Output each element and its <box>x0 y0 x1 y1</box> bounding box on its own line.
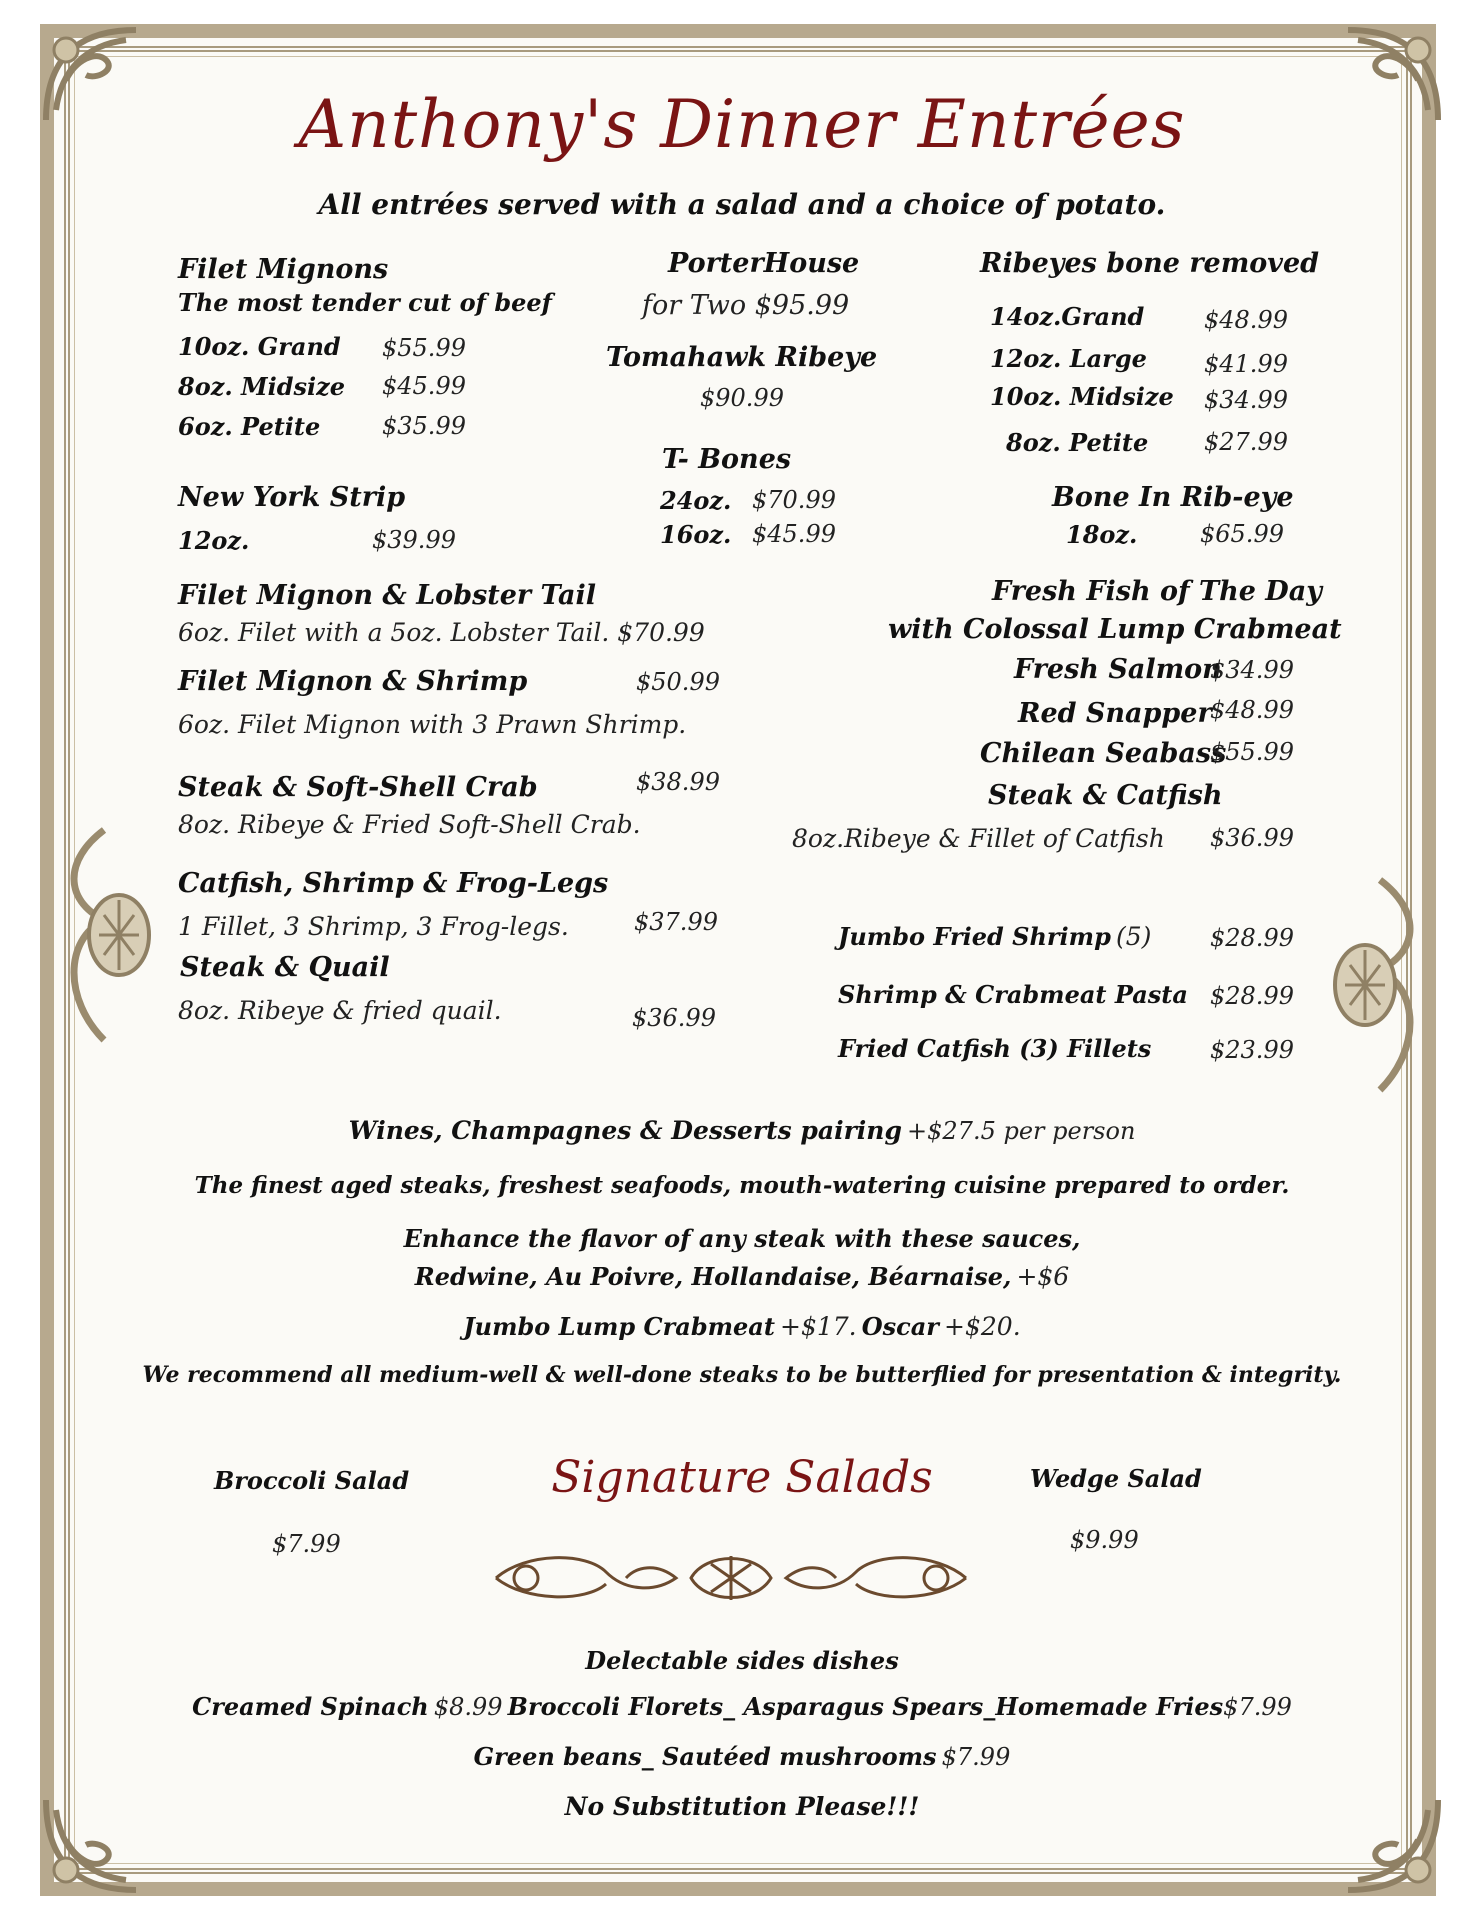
sides-line-1 <box>0 1692 1484 1721</box>
fish-heading: Fresh Fish of The Day <box>992 576 1322 607</box>
menu-item-price: $41.99 <box>1204 350 1288 378</box>
menu-item-price: $55.99 <box>1210 738 1294 766</box>
pairing-price: +$27.5 per person <box>907 1117 1136 1145</box>
tomahawk-heading: Tomahawk Ribeye <box>606 342 878 373</box>
menu-item-name: 8oz. Midsize <box>178 372 346 401</box>
sauces-note <box>0 1262 1484 1291</box>
menu-item-name: Fresh Salmon <box>1014 654 1222 685</box>
filet-mignons-subheading: The most tender cut of beef <box>178 288 552 317</box>
menu-item-name: Red Snapper <box>1018 698 1212 729</box>
combo-price: $38.99 <box>636 768 720 796</box>
filet-mignons-heading: Filet Mignons <box>178 254 389 285</box>
side-price: $8.99 <box>433 1693 503 1721</box>
sauces-list: Redwine, Au Poivre, Hollandaise, Béarnaise, <box>414 1262 1012 1291</box>
signature-salads-title: Signature Salads <box>551 1452 933 1503</box>
t-bones-heading: T- Bones <box>662 444 792 475</box>
no-substitution-note: No Substitution Please!!! <box>564 1792 920 1821</box>
menu-item-name: 10oz. Midsize <box>990 382 1174 411</box>
menu-item-price: $45.99 <box>382 372 466 400</box>
combo-price: $37.99 <box>634 908 718 936</box>
combo-description: 6oz. Filet Mignon with 3 Prawn Shrimp. <box>178 710 687 739</box>
menu-item-name: 12oz. <box>178 526 250 555</box>
page-subtitle: All entrées served with a salad and a choice of potato. <box>318 188 1166 221</box>
combo-heading: Catfish, Shrimp & Frog-Legs <box>178 868 609 899</box>
seafood-price: $23.99 <box>1210 1036 1294 1064</box>
combo-heading: Filet Mignon & Lobster Tail <box>178 580 597 611</box>
seafood-name: Jumbo Fried Shrimp <box>838 922 1111 951</box>
side-price: $7.99 <box>941 1743 1011 1771</box>
steak-catfish-price: $36.99 <box>1210 824 1294 852</box>
side-item: Green beans_ Sautéed mushrooms <box>473 1742 937 1771</box>
menu-item-name: 16oz. <box>660 520 732 549</box>
seafood-price: $28.99 <box>1210 924 1294 952</box>
salad-name: Broccoli Salad <box>214 1466 410 1495</box>
seafood-name: Fried Catfish (3) Fillets <box>838 1034 1152 1063</box>
menu-item-price: $70.99 <box>752 486 836 514</box>
steak-catfish-description: 8oz.Ribeye & Fillet of Catfish <box>792 824 1165 853</box>
sides-line-2 <box>0 1742 1484 1771</box>
combo-description: 8oz. Ribeye & fried quail. <box>178 996 502 1025</box>
menu-item-price: $48.99 <box>1204 306 1288 334</box>
menu-item-name: 12oz. Large <box>990 344 1147 373</box>
tomahawk-price: $90.99 <box>700 384 784 412</box>
combo-heading: Steak & Soft-Shell Crab <box>178 772 538 803</box>
menu-item-price: $34.99 <box>1204 386 1288 414</box>
sides-heading: Delectable sides dishes <box>585 1646 899 1675</box>
steak-catfish-heading: Steak & Catfish <box>988 780 1223 811</box>
fish-subheading: with Colossal Lump Crabmeat <box>888 614 1342 645</box>
finest-note: The finest aged steaks, freshest seafoods, mouth-watering cuisine prepared to order. <box>194 1172 1290 1199</box>
menu-item-name: 24oz. <box>660 486 732 515</box>
menu-item-name: Chilean Seabass <box>980 738 1227 769</box>
bone-in-ribeye-heading: Bone In Rib-eye <box>1052 482 1294 513</box>
side-item: Creamed Spinach <box>192 1692 429 1721</box>
crab-price: +$17. <box>780 1312 857 1341</box>
seafood-name: Shrimp & Crabmeat Pasta <box>838 980 1188 1009</box>
combo-heading: Steak & Quail <box>180 952 390 983</box>
ribeyes-heading: Ribeyes bone removed <box>980 248 1320 279</box>
seafood-price: $28.99 <box>1210 982 1294 1010</box>
pairing-label: Wines, Champagnes & Desserts pairing <box>348 1116 902 1145</box>
combo-description: 1 Fillet, 3 Shrimp, 3 Frog-legs. <box>178 912 569 941</box>
side-ornament-left-icon <box>44 820 154 1050</box>
menu-item-price: $27.99 <box>1204 428 1288 456</box>
crab-label: Jumbo Lump Crabmeat <box>463 1312 775 1341</box>
combo-description: 6oz. Filet with a 5oz. Lobster Tail. $70.99 <box>178 618 705 647</box>
oscar-label: Oscar <box>861 1312 939 1341</box>
menu-item-price: $39.99 <box>372 526 456 554</box>
seafood-item <box>838 922 1151 951</box>
flourish-divider-icon <box>486 1542 976 1612</box>
menu-item-name: 14oz.Grand <box>990 302 1145 331</box>
menu-item-price: $45.99 <box>752 520 836 548</box>
menu-item-name: 18oz. <box>1066 520 1138 549</box>
combo-description: 8oz. Ribeye & Fried Soft-Shell Crab. <box>178 810 641 839</box>
recommend-note: We recommend all medium-well & well-done steaks to be butterflied for presentation & integrity. <box>142 1362 1342 1388</box>
combo-price: $36.99 <box>632 1004 716 1032</box>
sauces-price: +$6 <box>1016 1262 1070 1291</box>
salad-price: $7.99 <box>272 1530 341 1558</box>
menu-item-price: $65.99 <box>1200 520 1284 548</box>
menu-item-price: $34.99 <box>1210 656 1294 684</box>
enhance-note: Enhance the flavor of any steak with these sauces, <box>403 1224 1081 1253</box>
seafood-count: (5) <box>1115 922 1152 951</box>
side-price: $7.99 <box>1223 1693 1292 1721</box>
new-york-strip-heading: New York Strip <box>178 482 406 513</box>
porterhouse-price: for Two $95.99 <box>642 290 850 321</box>
porterhouse-heading: PorterHouse <box>668 248 860 279</box>
menu-item-price: $35.99 <box>382 412 466 440</box>
salad-price: $9.99 <box>1070 1526 1139 1554</box>
salad-name: Wedge Salad <box>1030 1464 1202 1493</box>
menu-item-name: 6oz. Petite <box>178 412 321 441</box>
oscar-price: +$20. <box>944 1312 1021 1341</box>
crab-oscar-note <box>0 1312 1484 1341</box>
menu-item-name: 10oz. Grand <box>178 332 341 361</box>
side-item: Broccoli Florets_ Asparagus Spears_Homemade Fries <box>507 1692 1224 1721</box>
combo-price: $50.99 <box>636 668 720 696</box>
menu-item-name: 8oz. Petite <box>1006 428 1149 457</box>
menu-item-price: $48.99 <box>1210 696 1294 724</box>
menu-item-price: $55.99 <box>382 334 466 362</box>
page-title: Anthony's Dinner Entrées <box>298 86 1186 163</box>
combo-heading: Filet Mignon & Shrimp <box>178 666 528 697</box>
side-ornament-right-icon <box>1330 870 1440 1100</box>
pairing-note <box>0 1116 1484 1145</box>
